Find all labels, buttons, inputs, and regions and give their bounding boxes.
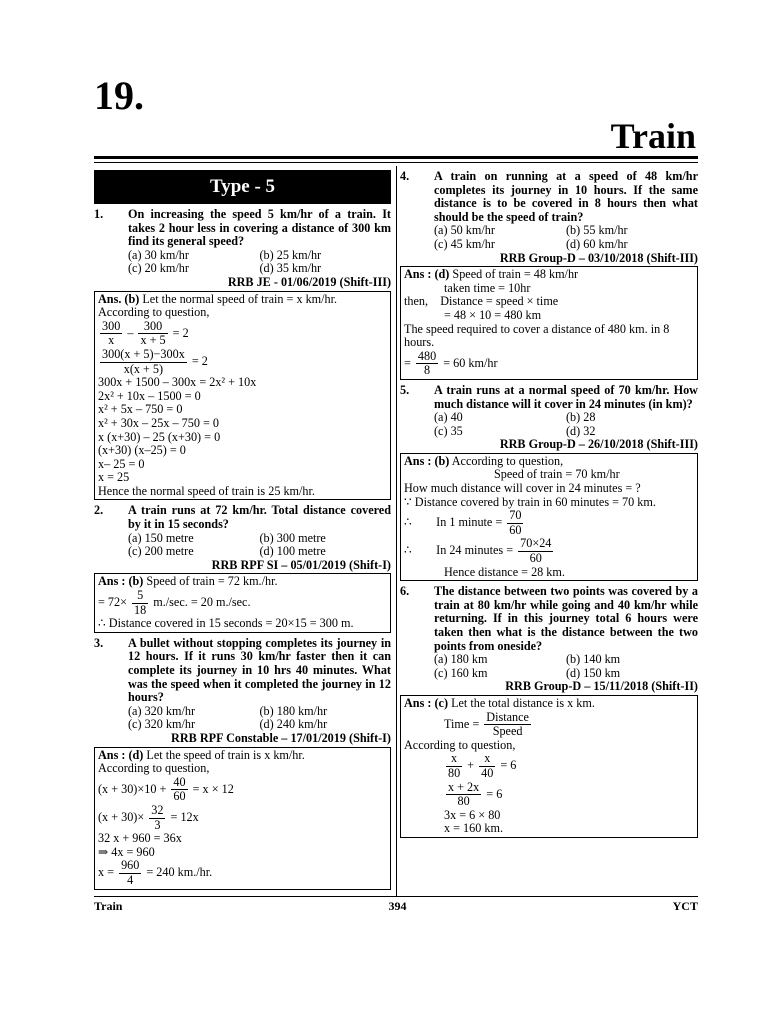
exam-source: RRB Group-D – 26/10/2018 (Shift-III) <box>499 437 698 452</box>
answer-box <box>400 266 698 380</box>
solution-line: According to question, <box>98 305 210 320</box>
option-a: (a) 30 km/hr <box>128 247 189 262</box>
answer-lead: Speed of train = 72 km./hr. <box>146 574 278 589</box>
page-number: 394 <box>388 899 407 913</box>
question-text: A train on running at a speed of 48 km/hr completes its journey in 10 hours. If the same distance is to be covered in 8 hours then what should be the speed of train? <box>434 169 698 224</box>
equation: $\frac{300}{x}$ – $\frac{300}{x + 5}$ = 2 <box>102 318 189 348</box>
option-b: (b) 55 km/hr <box>566 223 628 238</box>
option-c: (c) 45 km/hr <box>434 236 495 251</box>
option-d: (d) 32 <box>566 423 596 438</box>
solution-line: 3x = 6 × 80 <box>444 807 501 822</box>
option-d: (d) 150 km <box>566 665 621 680</box>
solution-line: 2x² + 10x – 1500 = 0 <box>98 388 201 403</box>
solution-line: x² + 30x – 25x – 750 = 0 <box>98 415 219 430</box>
answer-box <box>94 747 391 890</box>
column-divider <box>396 166 397 896</box>
solution-line: x– 25 = 0 <box>98 456 145 471</box>
equation: $\frac{300(x + 5)-300x}{x(x + 5)}$ = 2 <box>102 346 208 376</box>
options <box>94 249 391 276</box>
solution-line: ∴ Distance covered in 15 seconds = 20×15 = 300 m. <box>98 616 354 631</box>
answer-label: Ans : (b) <box>98 574 144 589</box>
question-5 <box>400 384 698 411</box>
answer-box <box>94 291 391 501</box>
equation: = $\frac{480}{8}$ = 60 km/hr <box>404 348 498 378</box>
solution-line: 32 x + 960 = 36x <box>98 831 182 846</box>
answer-lead: According to question, <box>451 453 564 468</box>
option-b: (b) 25 km/hr <box>259 247 322 262</box>
equation: ∴ In 24 minutes = $\frac{70\times 24}{60}$ <box>404 536 552 566</box>
question-number: 3. <box>94 635 104 650</box>
option-d: (d) 100 metre <box>259 544 326 559</box>
answer-lead: Let the normal speed of train = x km/hr. <box>142 291 338 306</box>
solution-line: Hence distance = 28 km. <box>444 564 565 579</box>
question-number: 1. <box>94 207 104 221</box>
question-1 <box>94 208 391 249</box>
option-a: (a) 180 km <box>434 652 488 667</box>
option-b: (b) 28 <box>566 410 596 425</box>
equation: x = $\frac{960}{4}$ = 240 km./hr. <box>98 858 213 887</box>
option-c: (c) 320 km/hr <box>128 717 196 732</box>
solution-line: taken time = 10hr <box>444 280 531 295</box>
page-footer <box>94 896 698 914</box>
answer-label: Ans : (b) <box>404 453 450 468</box>
option-a: (a) 320 km/hr <box>128 703 196 718</box>
answer-lead: Let the speed of train is x km/hr. <box>146 747 305 762</box>
solution-line: 300x + 1500 – 300x = 2x² + 10x <box>98 375 257 390</box>
solution-line: x = 25 <box>98 470 130 485</box>
equation: $\frac{x + 2x}{80}$ = 6 <box>448 779 503 809</box>
question-number: 6. <box>400 584 410 599</box>
option-a: (a) 50 km/hr <box>434 223 495 238</box>
exam-source: RRB RPF SI – 05/01/2019 (Shift-I) <box>211 557 391 572</box>
question-3 <box>94 637 391 705</box>
right-column <box>400 170 698 842</box>
header-rule-thin <box>94 162 698 163</box>
footer-chapter: Train <box>94 899 123 913</box>
options <box>94 532 391 559</box>
options <box>400 653 698 680</box>
answer-label: Ans : (c) <box>404 695 449 710</box>
question-4 <box>400 170 698 224</box>
footer-publisher: YCT <box>672 899 698 913</box>
solution-line: ∵ Distance covered by train in 60 minutes = 70 km. <box>404 494 656 509</box>
solution-line: According to question, <box>404 737 516 752</box>
answer-lead: Let the total distance is x km. <box>451 695 595 710</box>
solution-line: then, Distance = speed × time <box>404 294 559 309</box>
exam-source: RRB RPF Constable – 17/01/2019 (Shift-I) <box>171 730 391 745</box>
question-text: The distance between two points was covered by a train at 80 km/hr while going and 40 km/hr while returning. If in this journey total 6 hours were taken then what is the distance between the two points from oneside? <box>434 584 698 653</box>
solution-line: x = 160 km. <box>444 821 504 836</box>
solution-line: Hence the normal speed of train is 25 km/hr. <box>98 483 315 498</box>
equation: ∴ In 1 minute = $\frac{70}{60}$ <box>404 508 522 537</box>
solution-line: The speed required to cover a distance of 480 km. in 8 hours. <box>404 321 670 350</box>
solution-line: According to question, <box>98 761 210 776</box>
option-a: (a) 40 <box>434 410 463 425</box>
answer-label: Ans : (d) <box>98 747 144 762</box>
equation: $\frac{x}{80}$ + $\frac{x}{40}$ = 6 <box>448 751 517 780</box>
option-b: (b) 140 km <box>566 652 621 667</box>
options <box>400 411 698 438</box>
question-2 <box>94 504 391 531</box>
chapter-title: Train <box>610 116 696 156</box>
question-text: A bullet without stopping completes its journey in 12 hours. If it runs 30 km/hr faster then it can complete its journey in 10 hrs 40 minutes. What was the speed when it completed the journey in 12 hours? <box>128 635 391 705</box>
answer-box <box>94 573 391 632</box>
header-rule <box>94 156 698 159</box>
option-a: (a) 150 metre <box>128 530 194 545</box>
type-heading: Type - 5 <box>94 170 391 204</box>
solution-line: = 48 × 10 = 480 km <box>444 307 542 322</box>
equation: (x + 30)× $\frac{32}{3}$ = 12x <box>98 802 199 832</box>
option-b: (b) 180 km/hr <box>259 703 328 718</box>
option-d: (d) 240 km/hr <box>259 717 328 732</box>
option-c: (c) 20 km/hr <box>128 261 189 276</box>
equation: Time = $\frac{\text{Distance}}{\text{Speed}}$ <box>444 709 529 739</box>
question-number: 2. <box>94 503 104 518</box>
exam-source: RRB Group-D – 15/11/2018 (Shift-II) <box>505 679 698 694</box>
solution-line: (x+30) (x–25) = 0 <box>98 443 186 458</box>
option-d: (d) 60 km/hr <box>566 236 628 251</box>
solution-line: ⇒ 4x = 960 <box>98 844 155 859</box>
solution-line: Speed of train = 70 km/hr <box>494 467 620 482</box>
question-text: On increasing the speed 5 km/hr of a train. It takes 2 hour less in covering a distance of 300 km find its general speed? <box>128 207 391 249</box>
question-text: A train runs at a normal speed of 70 km/hr. How much distance will it cover in 24 minutes (in km)? <box>434 382 698 411</box>
options <box>400 224 698 251</box>
answer-label: Ans. (b) <box>98 291 140 306</box>
answer-lead: Speed of train = 48 km/hr <box>452 267 579 282</box>
option-c: (c) 200 metre <box>128 544 194 559</box>
left-column <box>94 170 391 894</box>
option-b: (b) 300 metre <box>259 530 326 545</box>
option-d: (d) 35 km/hr <box>259 261 322 276</box>
equation: = 72× $\frac{5}{18}$ m./sec. = 20 m./sec. <box>98 588 251 617</box>
option-c: (c) 35 <box>434 423 463 438</box>
option-c: (c) 160 km <box>434 665 488 680</box>
answer-box <box>400 453 698 581</box>
options <box>94 705 391 732</box>
answer-label: Ans : (d) <box>404 267 450 282</box>
solution-line: How much distance will cover in 24 minutes = ? <box>404 481 641 496</box>
solution-line: x² + 5x – 750 = 0 <box>98 402 183 417</box>
exam-source: RRB JE - 01/06/2019 (Shift-III) <box>227 274 391 289</box>
chapter-number: 19. <box>94 73 144 118</box>
answer-box <box>400 695 698 838</box>
exam-source: RRB Group-D – 03/10/2018 (Shift-III) <box>499 250 698 265</box>
question-6 <box>400 585 698 653</box>
solution-line: x (x+30) – 25 (x+30) = 0 <box>98 429 221 444</box>
question-text: A train runs at 72 km/hr. Total distance covered by it in 15 seconds? <box>128 503 391 532</box>
question-number: 4. <box>400 169 410 183</box>
question-number: 5. <box>400 382 410 397</box>
equation: (x + 30)×10 + $\frac{40}{60}$ = x × 12 <box>98 774 234 804</box>
